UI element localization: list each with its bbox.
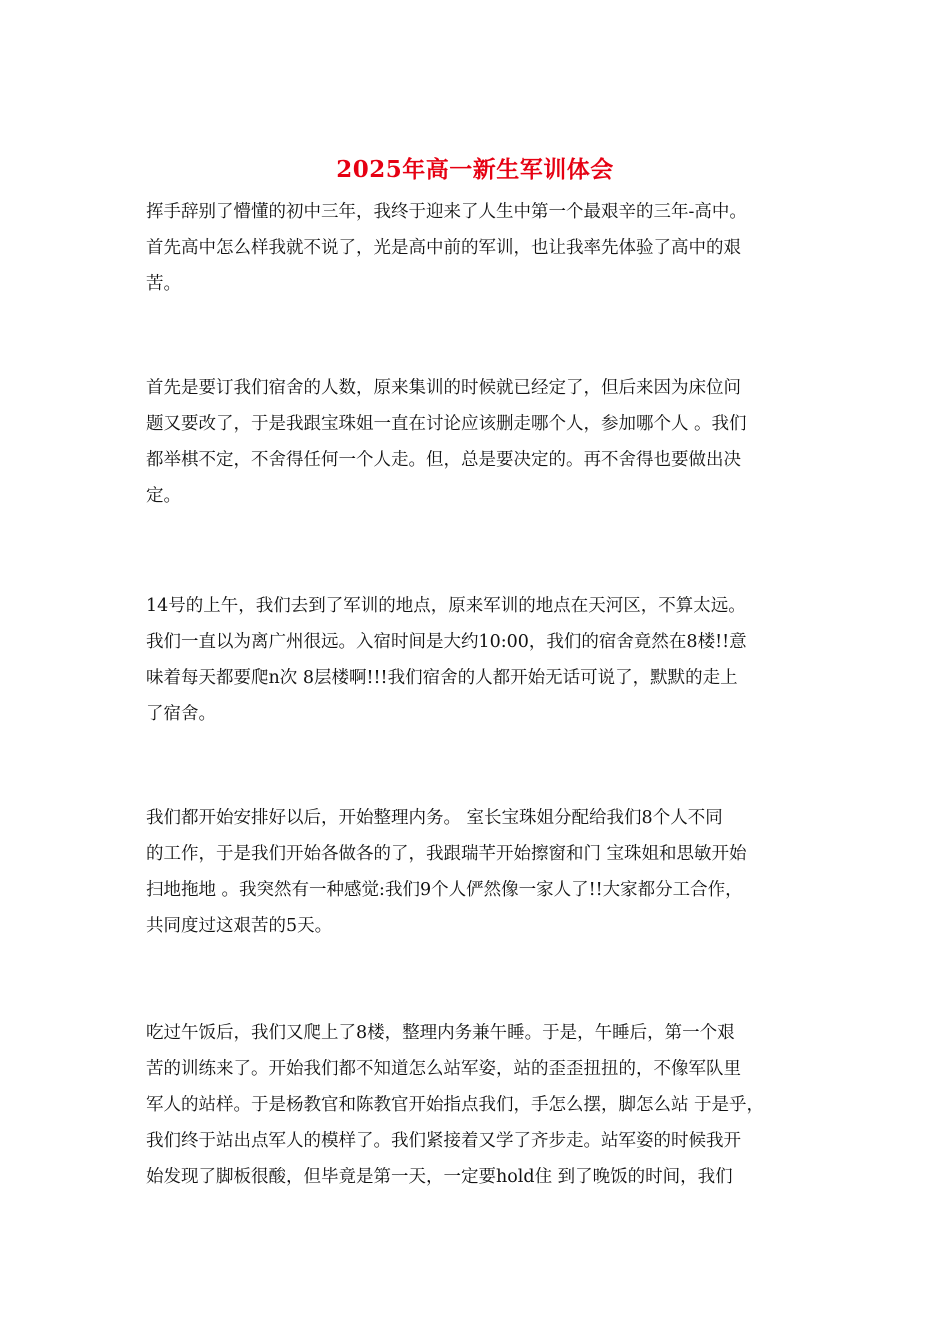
text-line: 共同度过这艰苦的5天。 xyxy=(146,916,333,936)
paragraph-2 xyxy=(146,370,816,514)
text-line: 了宿舍。 xyxy=(146,704,216,724)
text-line: 味着每天都要爬n次 8层楼啊!!!我们宿舍的人都开始无话可说了，默默的走上 xyxy=(146,668,738,688)
text-line: 吃过午饭后，我们又爬上了8楼，整理内务兼午睡。于是，午睡后，第一个艰 xyxy=(146,1023,735,1043)
text-line: 都举棋不定，不舍得任何一个人走。但，总是要决定的。再不舍得也要做出决 xyxy=(146,450,741,470)
text-line: 首先是要订我们宿舍的人数，原来集训的时候就已经定了，但后来因为床位问 xyxy=(146,378,741,398)
text-line: 我们终于站出点军人的模样了。我们紧接着又学了齐步走。站军姿的时候我开 xyxy=(146,1131,741,1151)
document-title: 2025年高一新生军训体会 xyxy=(336,156,614,183)
text-line: 我们都开始安排好以后，开始整理内务。 室长宝珠姐分配给我们8个人不同 xyxy=(146,808,723,828)
paragraph-3 xyxy=(146,588,816,732)
text-line: 军人的站样。于是杨教官和陈教官开始指点我们，手怎么摆，脚怎么站 于是乎， xyxy=(146,1095,765,1115)
text-line: 定。 xyxy=(146,486,181,506)
text-line: 苦。 xyxy=(146,274,181,294)
paragraph-4 xyxy=(146,800,816,944)
text-line: 扫地拖地 。我突然有一种感觉:我们9个人俨然像一家人了!!大家都分工合作， xyxy=(146,880,743,900)
text-line: 始发现了脚板很酸，但毕竟是第一天，一定要hold住 到了晚饭的时间，我们 xyxy=(146,1167,733,1187)
paragraph-5 xyxy=(146,1015,816,1195)
text-line: 挥手辞别了懵懂的初中三年，我终于迎来了人生中第一个最艰辛的三年-高中。 xyxy=(146,202,747,222)
text-line: 题又要改了，于是我跟宝珠姐一直在讨论应该删走哪个人，参加哪个人 。我们 xyxy=(146,414,747,434)
paragraph-1 xyxy=(146,194,816,302)
text-line: 苦的训练来了。开始我们都不知道怎么站军姿，站的歪歪扭扭的，不像军队里 xyxy=(146,1059,741,1079)
text-line: 14号的上午，我们去到了军训的地点，原来军训的地点在天河区，不算太远。 xyxy=(146,596,746,616)
text-line: 的工作，于是我们开始各做各的了，我跟瑞芊开始擦窗和门 宝珠姐和思敏开始 xyxy=(146,844,747,864)
text-line: 我们一直以为离广州很远。入宿时间是大约10:00，我们的宿舍竟然在8楼!!意 xyxy=(146,632,747,652)
text-line: 首先高中怎么样我就不说了，光是高中前的军训，也让我率先体验了高中的艰 xyxy=(146,238,741,258)
